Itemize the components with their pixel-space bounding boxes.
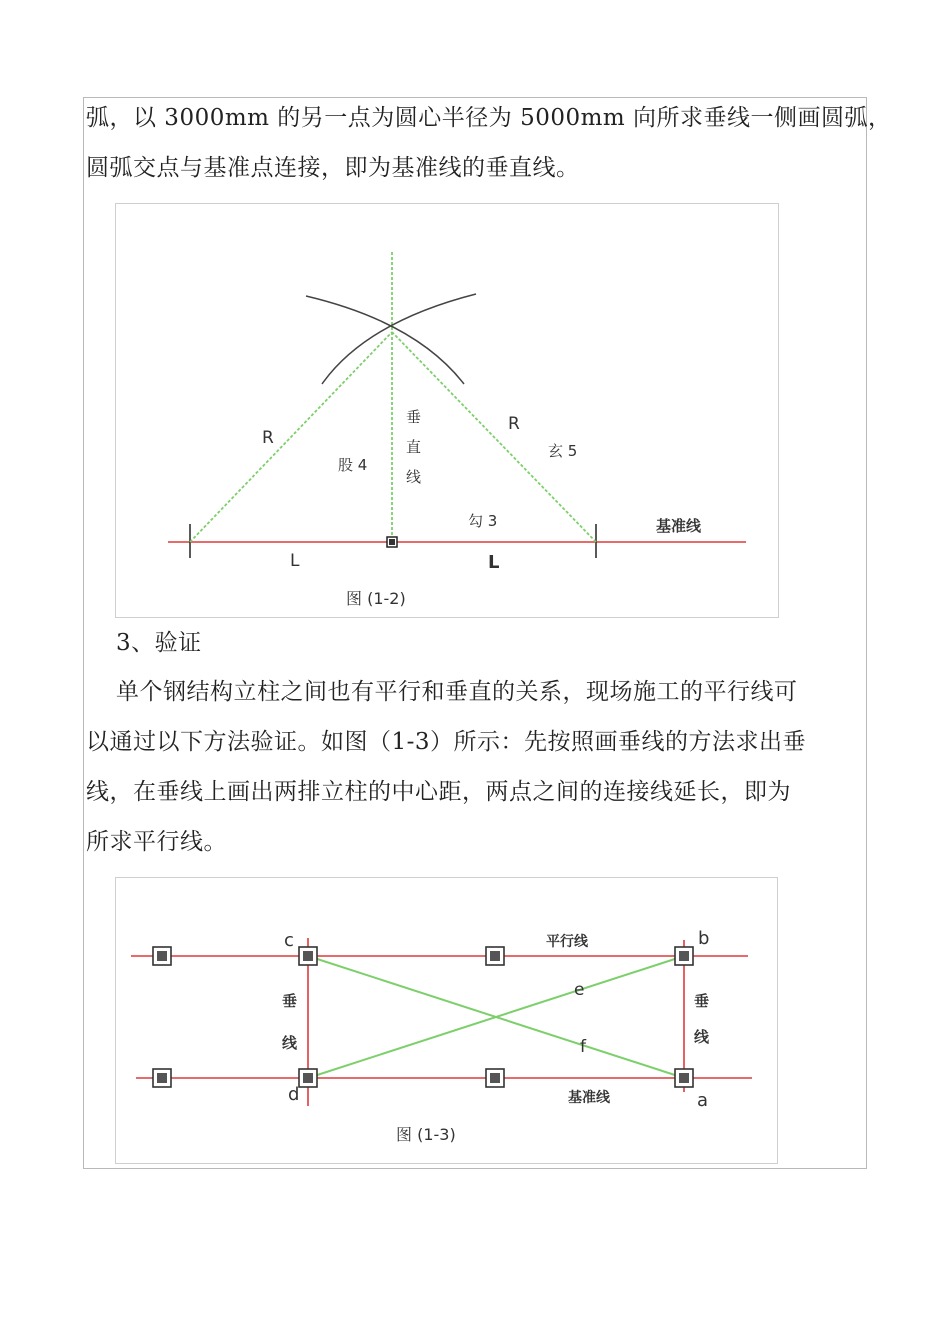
label-point-e: e xyxy=(574,980,585,1000)
column-marker-top-1 xyxy=(153,947,171,965)
column-marker-top-b xyxy=(675,947,693,965)
figure-1-3 xyxy=(115,877,778,1164)
column-marker-top-3 xyxy=(486,947,504,965)
label-vertical-right-1: 垂 xyxy=(694,992,710,1010)
base-point-fill xyxy=(389,539,395,545)
section-line-1: 单个钢结构立柱之间也有平行和垂直的关系，现场施工的平行线可 xyxy=(116,679,798,705)
label-gou: 勾 3 xyxy=(468,512,498,530)
column-marker-bottom-1 xyxy=(153,1069,171,1087)
figure-1-2-diagram xyxy=(116,204,778,617)
label-base-line: 基准线 xyxy=(568,1090,610,1106)
label-point-b: b xyxy=(698,928,710,949)
section-line-2: 以通过以下方法验证。如图（1-3）所示：先按照画垂线的方法求出垂 xyxy=(86,729,807,755)
label-l-left: L xyxy=(290,551,300,571)
figure-1-2-caption: 图 (1-2) xyxy=(346,589,406,608)
label-r-right: R xyxy=(508,414,520,434)
column-marker-top-c xyxy=(299,947,317,965)
label-vertical-right-2: 线 xyxy=(694,1028,710,1046)
label-point-f: f xyxy=(580,1037,586,1057)
label-point-c: c xyxy=(284,930,294,951)
label-vertical-left-1: 垂 xyxy=(282,992,298,1010)
figure-1-3-caption: 图 (1-3) xyxy=(396,1125,456,1144)
label-vertical-1: 垂 xyxy=(406,408,422,426)
column-marker-bottom-3 xyxy=(486,1069,504,1087)
section-heading: 3、验证 xyxy=(116,630,202,656)
label-point-d: d xyxy=(288,1084,300,1105)
section-line-3: 线，在垂线上画出两排立柱的中心距，两点之间的连接线延长，即为 xyxy=(86,779,791,805)
figure-1-3-diagram xyxy=(116,878,777,1163)
column-marker-bottom-d xyxy=(299,1069,317,1087)
label-r-left: R xyxy=(262,428,274,448)
r-line-left xyxy=(190,332,392,542)
r-line-right xyxy=(392,332,596,542)
figure-1-2 xyxy=(115,203,779,618)
label-vertical-left-2: 线 xyxy=(282,1034,298,1052)
label-point-a: a xyxy=(697,1090,709,1111)
label-vertical-3: 线 xyxy=(406,468,422,486)
section-line-4: 所求平行线。 xyxy=(86,829,227,855)
intro-line-2: 圆弧交点与基准点连接，即为基准线的垂直线。 xyxy=(86,155,580,181)
label-gu: 股 4 xyxy=(338,456,368,474)
intro-line-1: 弧，以 3000mm 的另一点为圆心半径为 5000mm 向所求垂线一侧画圆弧， xyxy=(86,105,892,131)
label-l-right: L xyxy=(488,552,500,573)
label-base-line: 基准线 xyxy=(656,517,702,535)
label-parallel-line: 平行线 xyxy=(546,934,588,950)
label-vertical-2: 直 xyxy=(406,438,422,456)
column-marker-bottom-a xyxy=(675,1069,693,1087)
label-xuan: 玄 5 xyxy=(548,442,578,460)
